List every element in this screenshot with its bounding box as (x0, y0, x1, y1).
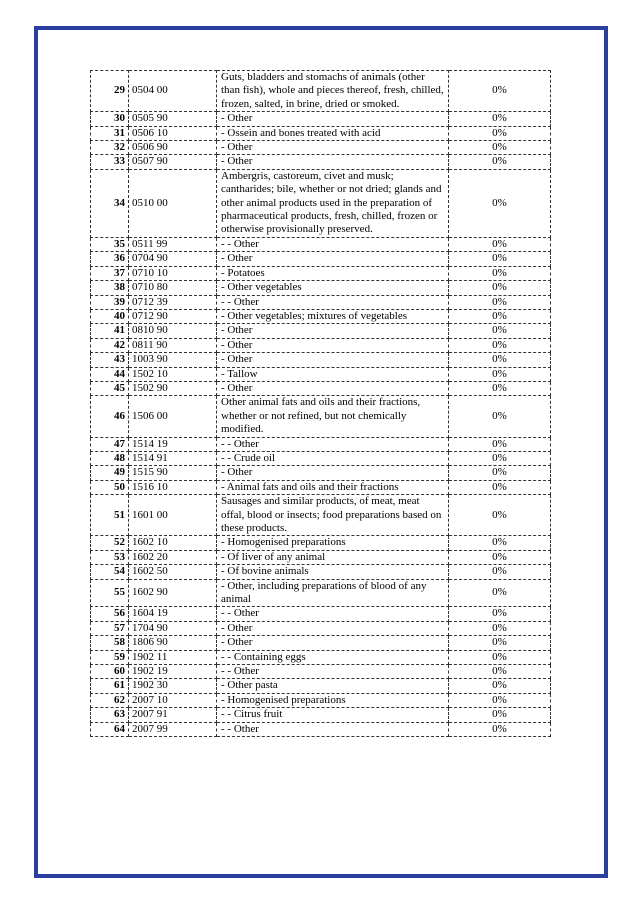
table-row (91, 480, 551, 494)
tariff-code: 1506 00 (129, 396, 217, 437)
row-number: 53 (91, 550, 129, 564)
tariff-code: 0704 90 (129, 252, 217, 266)
tariff-code: 0810 90 (129, 324, 217, 338)
duty-rate: 0% (449, 665, 551, 679)
product-description: - Other (217, 112, 449, 126)
row-number: 43 (91, 353, 129, 367)
product-description: - Homogenised preparations (217, 693, 449, 707)
table-row (91, 126, 551, 140)
table-row (91, 693, 551, 707)
product-description: - Other, including preparations of blood of any animal (217, 579, 449, 607)
product-description: - - Citrus fruit (217, 708, 449, 722)
duty-rate: 0% (449, 367, 551, 381)
tariff-code: 0710 10 (129, 266, 217, 280)
table-row (91, 252, 551, 266)
duty-rate: 0% (449, 295, 551, 309)
tariff-table-body (91, 71, 551, 737)
product-description: - Of bovine animals (217, 565, 449, 579)
tariff-code: 1502 90 (129, 381, 217, 395)
duty-rate: 0% (449, 708, 551, 722)
row-number: 64 (91, 722, 129, 736)
duty-rate: 0% (449, 126, 551, 140)
row-number: 37 (91, 266, 129, 280)
row-number: 61 (91, 679, 129, 693)
row-number: 41 (91, 324, 129, 338)
row-number: 54 (91, 565, 129, 579)
duty-rate: 0% (449, 621, 551, 635)
table-row (91, 579, 551, 607)
tariff-code: 0712 39 (129, 295, 217, 309)
duty-rate: 0% (449, 679, 551, 693)
product-description: - Animal fats and oils and their fractions (217, 480, 449, 494)
table-row (91, 536, 551, 550)
tariff-code: 1704 90 (129, 621, 217, 635)
product-description: - Potatoes (217, 266, 449, 280)
table-row (91, 309, 551, 323)
row-number: 50 (91, 480, 129, 494)
table-row (91, 636, 551, 650)
product-description: - Other (217, 155, 449, 169)
product-description: Ambergris, castoreum, civet and musk; cantharides; bile, whether or not dried; glands and other animal products used in the preparation of pharmaceutical products, fresh, chilled, frozen or otherwise provisionally preserved. (217, 169, 449, 237)
tariff-code: 1502 10 (129, 367, 217, 381)
row-number: 52 (91, 536, 129, 550)
duty-rate: 0% (449, 324, 551, 338)
tariff-code: 1902 11 (129, 650, 217, 664)
table-row (91, 169, 551, 237)
duty-rate: 0% (449, 309, 551, 323)
duty-rate: 0% (449, 495, 551, 536)
table-row (91, 466, 551, 480)
row-number: 39 (91, 295, 129, 309)
tariff-code: 1602 20 (129, 550, 217, 564)
duty-rate: 0% (449, 466, 551, 480)
row-number: 55 (91, 579, 129, 607)
table-row (91, 665, 551, 679)
product-description: Sausages and similar products, of meat, meat offal, blood or insects; food preparations based on these products. (217, 495, 449, 536)
row-number: 46 (91, 396, 129, 437)
duty-rate: 0% (449, 112, 551, 126)
duty-rate: 0% (449, 169, 551, 237)
row-number: 56 (91, 607, 129, 621)
table-row (91, 708, 551, 722)
tariff-code: 0507 90 (129, 155, 217, 169)
row-number: 59 (91, 650, 129, 664)
row-number: 57 (91, 621, 129, 635)
table-row (91, 451, 551, 465)
table-row (91, 396, 551, 437)
product-description: - Other vegetables; mixtures of vegetables (217, 309, 449, 323)
tariff-code: 0712 90 (129, 309, 217, 323)
row-number: 51 (91, 495, 129, 536)
tariff-code: 0506 10 (129, 126, 217, 140)
duty-rate: 0% (449, 155, 551, 169)
table-row (91, 607, 551, 621)
product-description: - Other (217, 353, 449, 367)
product-description: - - Other (217, 237, 449, 251)
row-number: 44 (91, 367, 129, 381)
row-number: 49 (91, 466, 129, 480)
table-row (91, 353, 551, 367)
duty-rate: 0% (449, 281, 551, 295)
tariff-code: 2007 99 (129, 722, 217, 736)
tariff-code: 1601 00 (129, 495, 217, 536)
row-number: 34 (91, 169, 129, 237)
product-description: - Other (217, 141, 449, 155)
product-description: - Ossein and bones treated with acid (217, 126, 449, 140)
duty-rate: 0% (449, 579, 551, 607)
table-row (91, 495, 551, 536)
duty-rate: 0% (449, 607, 551, 621)
tariff-code: 2007 91 (129, 708, 217, 722)
tariff-code: 1602 90 (129, 579, 217, 607)
tariff-code: 1602 10 (129, 536, 217, 550)
table-row (91, 338, 551, 352)
row-number: 45 (91, 381, 129, 395)
table-row (91, 71, 551, 112)
table-row (91, 550, 551, 564)
product-description: - Homogenised preparations (217, 536, 449, 550)
table-row (91, 367, 551, 381)
row-number: 33 (91, 155, 129, 169)
table-row (91, 381, 551, 395)
product-description: - - Other (217, 295, 449, 309)
product-description: - Other (217, 636, 449, 650)
tariff-code: 1514 19 (129, 437, 217, 451)
duty-rate: 0% (449, 437, 551, 451)
duty-rate: 0% (449, 381, 551, 395)
tariff-code: 1902 30 (129, 679, 217, 693)
table-row (91, 437, 551, 451)
product-description: - Tallow (217, 367, 449, 381)
tariff-code: 1806 90 (129, 636, 217, 650)
tariff-code: 0505 90 (129, 112, 217, 126)
duty-rate: 0% (449, 266, 551, 280)
product-description: - Other (217, 252, 449, 266)
duty-rate: 0% (449, 550, 551, 564)
duty-rate: 0% (449, 141, 551, 155)
row-number: 42 (91, 338, 129, 352)
row-number: 32 (91, 141, 129, 155)
row-number: 30 (91, 112, 129, 126)
row-number: 36 (91, 252, 129, 266)
product-description: - - Other (217, 665, 449, 679)
product-description: - - Other (217, 437, 449, 451)
tariff-code: 1516 10 (129, 480, 217, 494)
table-row (91, 621, 551, 635)
product-description: - - Crude oil (217, 451, 449, 465)
duty-rate: 0% (449, 650, 551, 664)
product-description: - Other (217, 466, 449, 480)
row-number: 63 (91, 708, 129, 722)
product-description: - Other (217, 381, 449, 395)
table-row (91, 237, 551, 251)
row-number: 48 (91, 451, 129, 465)
tariff-code: 0511 99 (129, 237, 217, 251)
row-number: 60 (91, 665, 129, 679)
row-number: 29 (91, 71, 129, 112)
row-number: 38 (91, 281, 129, 295)
row-number: 40 (91, 309, 129, 323)
tariff-code: 0510 00 (129, 169, 217, 237)
tariff-code: 0506 90 (129, 141, 217, 155)
product-description: - Other vegetables (217, 281, 449, 295)
duty-rate: 0% (449, 252, 551, 266)
table-row (91, 295, 551, 309)
row-number: 35 (91, 237, 129, 251)
duty-rate: 0% (449, 338, 551, 352)
product-description: - Other (217, 338, 449, 352)
tariff-code: 0710 80 (129, 281, 217, 295)
duty-rate: 0% (449, 396, 551, 437)
duty-rate: 0% (449, 693, 551, 707)
duty-rate: 0% (449, 451, 551, 465)
tariff-code: 1602 50 (129, 565, 217, 579)
product-description: Other animal fats and oils and their fractions, whether or not refined, but not chemically modified. (217, 396, 449, 437)
row-number: 58 (91, 636, 129, 650)
table-row (91, 650, 551, 664)
tariff-code: 1902 19 (129, 665, 217, 679)
table-row (91, 112, 551, 126)
duty-rate: 0% (449, 722, 551, 736)
duty-rate: 0% (449, 536, 551, 550)
row-number: 31 (91, 126, 129, 140)
tariff-code: 1604 19 (129, 607, 217, 621)
table-row (91, 565, 551, 579)
product-description: - Other (217, 621, 449, 635)
duty-rate: 0% (449, 480, 551, 494)
tariff-table (90, 70, 551, 737)
tariff-code: 1514 91 (129, 451, 217, 465)
table-row (91, 281, 551, 295)
row-number: 62 (91, 693, 129, 707)
duty-rate: 0% (449, 636, 551, 650)
product-description: - - Other (217, 722, 449, 736)
table-row (91, 679, 551, 693)
tariff-code: 1515 90 (129, 466, 217, 480)
duty-rate: 0% (449, 71, 551, 112)
product-description: - Of liver of any animal (217, 550, 449, 564)
table-row (91, 324, 551, 338)
tariff-code: 0811 90 (129, 338, 217, 352)
product-description: - - Other (217, 607, 449, 621)
duty-rate: 0% (449, 565, 551, 579)
table-row (91, 141, 551, 155)
table-row (91, 266, 551, 280)
tariff-code: 0504 00 (129, 71, 217, 112)
product-description: - Other pasta (217, 679, 449, 693)
table-row (91, 722, 551, 736)
tariff-code: 1003 90 (129, 353, 217, 367)
tariff-code: 2007 10 (129, 693, 217, 707)
product-description: - Other (217, 324, 449, 338)
product-description: - - Containing eggs (217, 650, 449, 664)
duty-rate: 0% (449, 237, 551, 251)
row-number: 47 (91, 437, 129, 451)
duty-rate: 0% (449, 353, 551, 367)
table-row (91, 155, 551, 169)
product-description: Guts, bladders and stomachs of animals (other than fish), whole and pieces thereof, fresh, chilled, frozen, salted, in brine, dried or smoked. (217, 71, 449, 112)
